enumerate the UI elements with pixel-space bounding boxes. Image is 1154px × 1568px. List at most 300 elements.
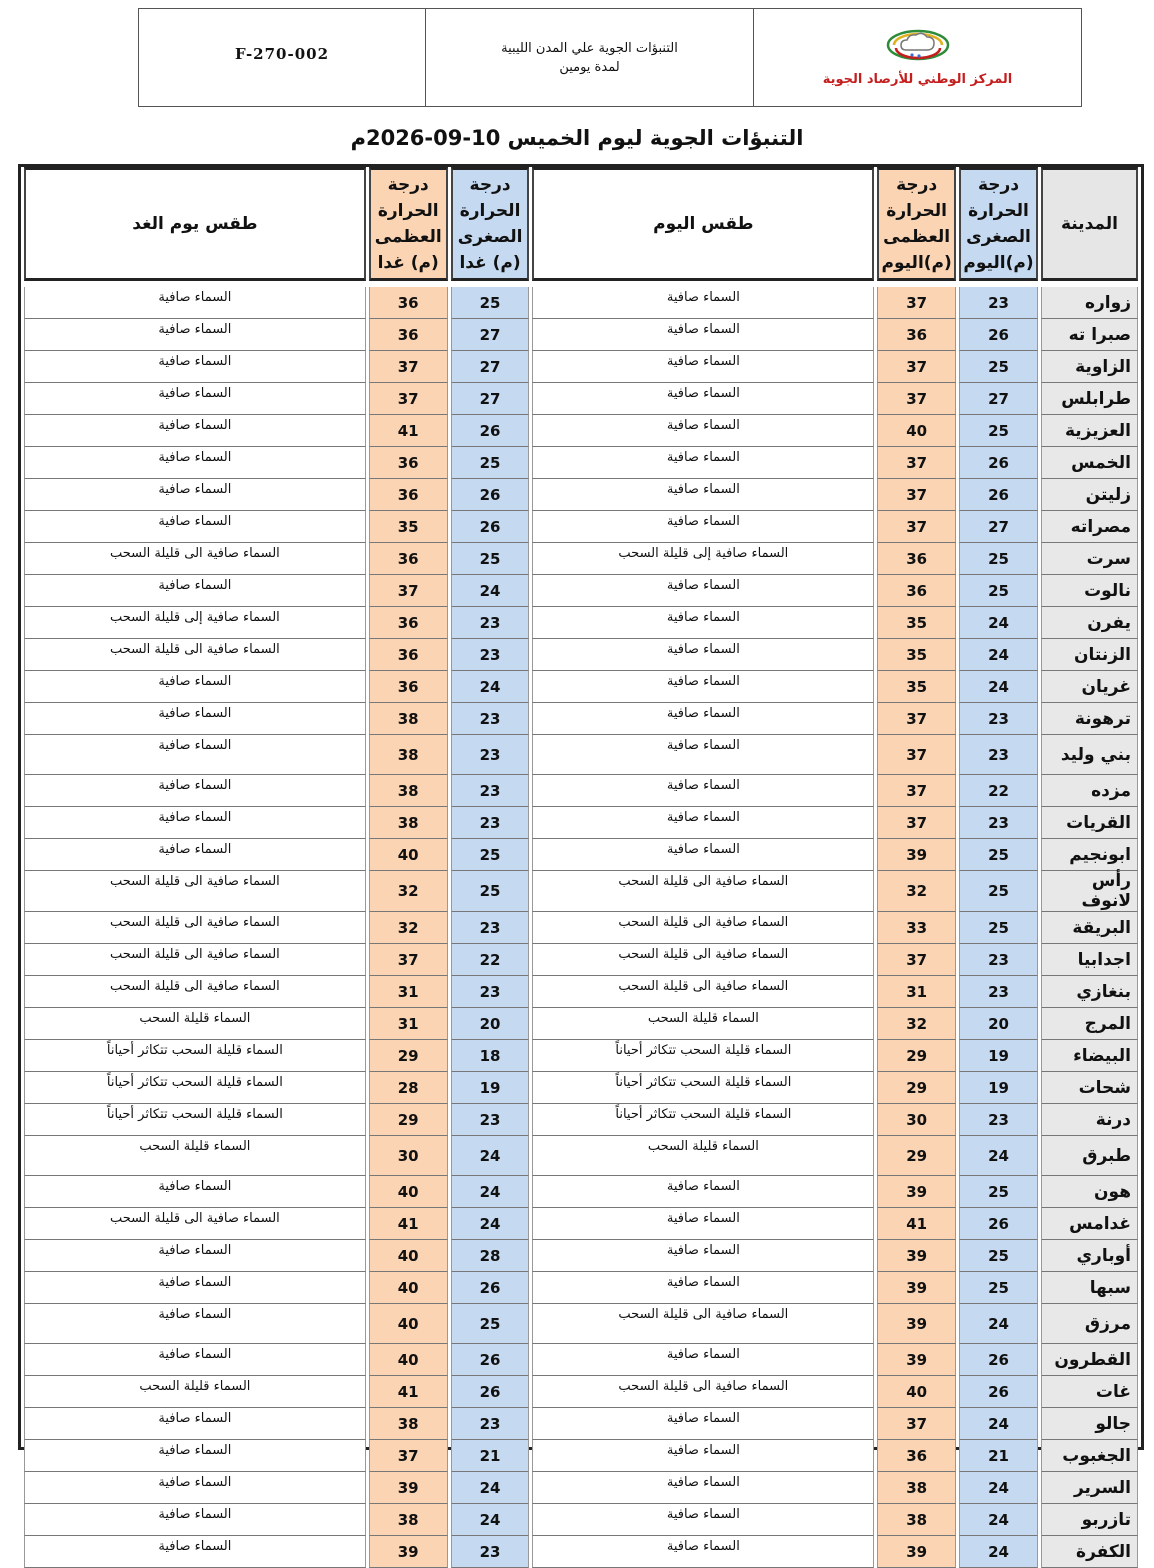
tmax-tomorrow-cell: 36: [369, 447, 448, 479]
table-row: [24, 1408, 1138, 1440]
wx-today-cell: السماء صافية: [532, 1208, 874, 1240]
table-row: [24, 575, 1138, 607]
tmin-today-cell: 25: [959, 1272, 1038, 1304]
tmax-today-cell: 37: [877, 735, 956, 775]
tmin-today-cell: 23: [959, 287, 1038, 319]
header-tmin-today-l2: الحرارة: [968, 201, 1029, 221]
wx-tomorrow-cell: السماء صافية: [24, 447, 366, 479]
tmax-tomorrow-cell: 40: [369, 1344, 448, 1376]
tmin-today-cell: 21: [959, 1440, 1038, 1472]
city-name-cell: غات: [1041, 1376, 1138, 1408]
wx-today-cell: السماء صافية: [532, 671, 874, 703]
tmax-tomorrow-cell: 38: [369, 1408, 448, 1440]
city-name-cell: بني وليد: [1041, 735, 1138, 775]
tmax-tomorrow-cell: 38: [369, 1504, 448, 1536]
tmax-today-cell: 37: [877, 703, 956, 735]
header-tmin-today: [959, 167, 1038, 281]
table-row: [24, 1272, 1138, 1304]
tmin-today-cell: 24: [959, 1472, 1038, 1504]
wx-tomorrow-cell: السماء صافية: [24, 839, 366, 871]
wx-today-cell: السماء صافية: [532, 575, 874, 607]
wx-today-cell: السماء قليلة السحب تتكاثر أحياناً: [532, 1040, 874, 1072]
tmax-tomorrow-cell: 32: [369, 912, 448, 944]
tmax-tomorrow-cell: 32: [369, 871, 448, 912]
tmin-tomorrow-cell: 27: [451, 319, 530, 351]
tmax-tomorrow-cell: 36: [369, 319, 448, 351]
organization-name: المركز الوطني للأرصاد الجوية: [822, 72, 1013, 87]
tmin-tomorrow-cell: 23: [451, 1408, 530, 1440]
wx-today-cell: السماء صافية: [532, 1504, 874, 1536]
tmin-tomorrow-cell: 27: [451, 351, 530, 383]
wx-tomorrow-cell: السماء صافية: [24, 703, 366, 735]
wx-tomorrow-cell: السماء صافية: [24, 319, 366, 351]
tmin-tomorrow-cell: 24: [451, 671, 530, 703]
tmin-tomorrow-cell: 23: [451, 807, 530, 839]
city-name-cell: يفرن: [1041, 607, 1138, 639]
tmin-tomorrow-cell: 26: [451, 1376, 530, 1408]
wx-today-cell: السماء صافية: [532, 479, 874, 511]
wx-tomorrow-cell: السماء قليلة السحب: [24, 1008, 366, 1040]
city-name-cell: تازربو: [1041, 1504, 1138, 1536]
wx-tomorrow-cell: السماء صافية الى قليلة السحب: [24, 639, 366, 671]
wx-tomorrow-cell: السماء صافية: [24, 1504, 366, 1536]
wx-today-cell: السماء صافية: [532, 1472, 874, 1504]
tmin-tomorrow-cell: 24: [451, 1176, 530, 1208]
tmin-today-cell: 27: [959, 511, 1038, 543]
tmax-today-cell: 29: [877, 1072, 956, 1104]
table-row: [24, 1504, 1138, 1536]
tmax-today-cell: 37: [877, 447, 956, 479]
tmax-tomorrow-cell: 37: [369, 383, 448, 415]
wx-tomorrow-cell: السماء صافية: [24, 735, 366, 775]
wx-tomorrow-cell: السماء صافية: [24, 1272, 366, 1304]
table-row: [24, 543, 1138, 575]
tmax-tomorrow-cell: 36: [369, 639, 448, 671]
tmax-today-cell: 36: [877, 575, 956, 607]
tmax-tomorrow-cell: 40: [369, 1240, 448, 1272]
table-row: [24, 479, 1138, 511]
tmin-tomorrow-cell: 23: [451, 775, 530, 807]
wx-tomorrow-cell: السماء صافية الى قليلة السحب: [24, 976, 366, 1008]
tmax-today-cell: 35: [877, 639, 956, 671]
table-row: [24, 976, 1138, 1008]
table-row: [24, 383, 1138, 415]
tmin-today-cell: 25: [959, 1176, 1038, 1208]
table-row: [24, 319, 1138, 351]
tmin-today-cell: 25: [959, 839, 1038, 871]
wx-today-cell: السماء صافية الى قليلة السحب: [532, 871, 874, 912]
tmin-today-cell: 24: [959, 1504, 1038, 1536]
tmax-today-cell: 32: [877, 1008, 956, 1040]
tmax-today-cell: 29: [877, 1136, 956, 1176]
tmax-tomorrow-cell: 40: [369, 1176, 448, 1208]
tmin-today-cell: 27: [959, 383, 1038, 415]
tmin-today-cell: 25: [959, 1240, 1038, 1272]
tmax-today-cell: 37: [877, 479, 956, 511]
tmax-today-cell: 39: [877, 1176, 956, 1208]
header-tmin-today-l3: الصغرى: [966, 227, 1031, 247]
tmax-tomorrow-cell: 30: [369, 1136, 448, 1176]
wx-tomorrow-cell: السماء قليلة السحب تتكاثر أحياناً: [24, 1104, 366, 1136]
tmax-tomorrow-cell: 38: [369, 807, 448, 839]
city-name-cell: القطرون: [1041, 1344, 1138, 1376]
city-name-cell: بنغازي: [1041, 976, 1138, 1008]
wx-tomorrow-cell: السماء قليلة السحب تتكاثر أحياناً: [24, 1072, 366, 1104]
tmax-today-cell: 37: [877, 944, 956, 976]
wx-tomorrow-cell: السماء صافية: [24, 383, 366, 415]
table-row: [24, 1176, 1138, 1208]
city-name-cell: البيضاء: [1041, 1040, 1138, 1072]
tmax-tomorrow-cell: 41: [369, 1208, 448, 1240]
header-title-line1: التنبؤات الجوية علي المدن الليبية: [501, 40, 678, 56]
tmin-today-cell: 25: [959, 351, 1038, 383]
tmin-today-cell: 24: [959, 1304, 1038, 1344]
wx-tomorrow-cell: السماء صافية: [24, 1344, 366, 1376]
wx-today-cell: السماء صافية: [532, 1408, 874, 1440]
wx-tomorrow-cell: السماء صافية الى قليلة السحب: [24, 944, 366, 976]
wx-today-cell: السماء صافية الى قليلة السحب: [532, 912, 874, 944]
wx-today-cell: السماء صافية: [532, 1240, 874, 1272]
table-row: [24, 1136, 1138, 1176]
wx-tomorrow-cell: السماء صافية: [24, 1304, 366, 1344]
tmin-today-cell: 25: [959, 871, 1038, 912]
wx-today-cell: السماء صافية: [532, 607, 874, 639]
tmax-today-cell: 36: [877, 543, 956, 575]
table-row: [24, 1208, 1138, 1240]
tmin-tomorrow-cell: 19: [451, 1072, 530, 1104]
table-row: [24, 1304, 1138, 1344]
tmin-today-cell: 23: [959, 1104, 1038, 1136]
tmax-tomorrow-cell: 37: [369, 944, 448, 976]
city-name-cell: شحات: [1041, 1072, 1138, 1104]
tmax-today-cell: 37: [877, 511, 956, 543]
header-tmax-today-l1: درجة: [896, 175, 938, 195]
tmax-today-cell: 39: [877, 1304, 956, 1344]
wx-today-cell: السماء صافية الى قليلة السحب: [532, 1304, 874, 1344]
wx-today-cell: السماء صافية إلى قليلة السحب: [532, 543, 874, 575]
city-name-cell: القريات: [1041, 807, 1138, 839]
tmin-tomorrow-cell: 20: [451, 1008, 530, 1040]
tmax-today-cell: 38: [877, 1504, 956, 1536]
header-tmax-tomorrow-l1: درجة: [387, 175, 429, 195]
tmax-today-cell: 38: [877, 1472, 956, 1504]
tmin-tomorrow-cell: 23: [451, 703, 530, 735]
tmax-tomorrow-cell: 39: [369, 1472, 448, 1504]
city-name-cell: أوباري: [1041, 1240, 1138, 1272]
tmin-tomorrow-cell: 25: [451, 287, 530, 319]
tmin-today-cell: 26: [959, 319, 1038, 351]
table-row: [24, 775, 1138, 807]
tmax-tomorrow-cell: 36: [369, 543, 448, 575]
wx-today-cell: السماء صافية: [532, 735, 874, 775]
header-tmax-today: [877, 167, 956, 281]
wx-tomorrow-cell: السماء صافية الى قليلة السحب: [24, 543, 366, 575]
tmin-tomorrow-cell: 25: [451, 1304, 530, 1344]
tmax-tomorrow-cell: 31: [369, 1008, 448, 1040]
tmax-tomorrow-cell: 41: [369, 415, 448, 447]
city-name-cell: صبرا ته: [1041, 319, 1138, 351]
table-row: [24, 1240, 1138, 1272]
tmax-today-cell: 41: [877, 1208, 956, 1240]
tmin-today-cell: 23: [959, 976, 1038, 1008]
city-name-cell: مرزق: [1041, 1304, 1138, 1344]
wx-today-cell: السماء صافية: [532, 415, 874, 447]
page-title: التنبؤات الجوية ليوم الخميس 10-09-2026م: [350, 126, 804, 150]
header-tmin-tomorrow-l2: الحرارة: [459, 201, 521, 221]
header-tmax-today-l4: (م)اليوم: [881, 253, 952, 273]
table-row: [24, 415, 1138, 447]
city-name-cell: غريان: [1041, 671, 1138, 703]
tmax-today-cell: 36: [877, 1440, 956, 1472]
tmax-tomorrow-cell: 38: [369, 703, 448, 735]
tmin-today-cell: 26: [959, 1344, 1038, 1376]
table-row: [24, 1536, 1138, 1568]
city-name-cell: المرج: [1041, 1008, 1138, 1040]
wx-tomorrow-cell: السماء قليلة السحب: [24, 1376, 366, 1408]
tmin-today-cell: 19: [959, 1072, 1038, 1104]
city-name-cell: زواره: [1041, 287, 1138, 319]
tmax-today-cell: 37: [877, 775, 956, 807]
tmax-today-cell: 39: [877, 1536, 956, 1568]
header-title: [426, 9, 754, 106]
table-row: [24, 839, 1138, 871]
tmax-tomorrow-cell: 39: [369, 1536, 448, 1568]
wx-tomorrow-cell: السماء قليلة السحب تتكاثر أحياناً: [24, 1040, 366, 1072]
wx-today-cell: السماء صافية: [532, 447, 874, 479]
city-name-cell: طبرق: [1041, 1136, 1138, 1176]
wx-today-cell: السماء صافية الى قليلة السحب: [532, 1376, 874, 1408]
wx-today-cell: السماء صافية: [532, 287, 874, 319]
tmax-today-cell: 39: [877, 1240, 956, 1272]
city-name-cell: زليتن: [1041, 479, 1138, 511]
tmax-today-cell: 37: [877, 351, 956, 383]
tmax-today-cell: 37: [877, 287, 956, 319]
tmin-tomorrow-cell: 25: [451, 543, 530, 575]
tmax-tomorrow-cell: 41: [369, 1376, 448, 1408]
wx-today-cell: السماء صافية الى قليلة السحب: [532, 976, 874, 1008]
wx-tomorrow-cell: السماء صافية: [24, 415, 366, 447]
wx-today-cell: السماء صافية: [532, 839, 874, 871]
city-name-cell: البريقة: [1041, 912, 1138, 944]
table-row: [24, 807, 1138, 839]
header-tmin-tomorrow-l1: درجة: [469, 175, 511, 195]
tmin-tomorrow-cell: 26: [451, 415, 530, 447]
tmin-tomorrow-cell: 24: [451, 1208, 530, 1240]
city-name-cell: هون: [1041, 1176, 1138, 1208]
city-name-cell: الزنتان: [1041, 639, 1138, 671]
tmin-tomorrow-cell: 23: [451, 976, 530, 1008]
header-city: المدينة: [1041, 167, 1138, 281]
wx-tomorrow-cell: السماء صافية: [24, 775, 366, 807]
organization-block: [754, 9, 1081, 106]
tmax-tomorrow-cell: 28: [369, 1072, 448, 1104]
table-row: [24, 1104, 1138, 1136]
table-row: [24, 1008, 1138, 1040]
city-name-cell: غدامس: [1041, 1208, 1138, 1240]
table-row: [24, 1072, 1138, 1104]
tmin-today-cell: 26: [959, 1208, 1038, 1240]
tmin-today-cell: 23: [959, 703, 1038, 735]
tmax-today-cell: 29: [877, 1040, 956, 1072]
tmin-tomorrow-cell: 23: [451, 639, 530, 671]
tmin-today-cell: 26: [959, 447, 1038, 479]
city-name-cell: الجغبوب: [1041, 1440, 1138, 1472]
wx-today-cell: السماء صافية: [532, 383, 874, 415]
tmax-tomorrow-cell: 37: [369, 351, 448, 383]
wx-today-cell: السماء صافية: [532, 1440, 874, 1472]
tmax-today-cell: 39: [877, 1344, 956, 1376]
table-row: [24, 1472, 1138, 1504]
header-tmax-tomorrow-l4: (م) غدا: [377, 253, 439, 273]
tmax-tomorrow-cell: 38: [369, 735, 448, 775]
wx-today-cell: السماء قليلة السحب تتكاثر أحياناً: [532, 1104, 874, 1136]
tmax-today-cell: 39: [877, 1272, 956, 1304]
tmax-tomorrow-cell: 40: [369, 1272, 448, 1304]
table-row: [24, 671, 1138, 703]
wx-tomorrow-cell: السماء صافية: [24, 1240, 366, 1272]
tmax-tomorrow-cell: 40: [369, 1304, 448, 1344]
tmax-today-cell: 35: [877, 671, 956, 703]
cloud-logo-icon: [886, 28, 950, 62]
tmin-tomorrow-cell: 23: [451, 607, 530, 639]
wx-today-cell: السماء قليلة السحب تتكاثر أحياناً: [532, 1072, 874, 1104]
tmin-tomorrow-cell: 26: [451, 1272, 530, 1304]
city-name-cell: طرابلس: [1041, 383, 1138, 415]
tmax-today-cell: 36: [877, 319, 956, 351]
wx-today-cell: السماء صافية: [532, 511, 874, 543]
header-title-line2: لمدة يومين: [559, 59, 620, 75]
table-row: [24, 447, 1138, 479]
tmax-today-cell: 39: [877, 839, 956, 871]
tmin-tomorrow-cell: 27: [451, 383, 530, 415]
wx-today-cell: السماء صافية: [532, 807, 874, 839]
city-name-cell: مزده: [1041, 775, 1138, 807]
tmin-tomorrow-cell: 25: [451, 839, 530, 871]
tmin-tomorrow-cell: 24: [451, 1472, 530, 1504]
city-name-cell: رأس لانوف: [1041, 871, 1138, 912]
tmax-today-cell: 37: [877, 1408, 956, 1440]
tmin-tomorrow-cell: 23: [451, 1536, 530, 1568]
wx-tomorrow-cell: السماء صافية: [24, 479, 366, 511]
city-name-cell: الكفرة: [1041, 1536, 1138, 1568]
forecast-table-frame: [18, 164, 1144, 1562]
header-tmin-today-l4: (م)اليوم: [963, 253, 1034, 273]
tmin-today-cell: 25: [959, 575, 1038, 607]
tmax-tomorrow-cell: 37: [369, 1440, 448, 1472]
tmin-tomorrow-cell: 21: [451, 1440, 530, 1472]
tmin-tomorrow-cell: 26: [451, 479, 530, 511]
city-name-cell: العزيزية: [1041, 415, 1138, 447]
wx-tomorrow-cell: السماء صافية إلى قليلة السحب: [24, 607, 366, 639]
table-row: [24, 912, 1138, 944]
header-tmax-tomorrow-l3: العظمى: [374, 227, 442, 247]
wx-tomorrow-cell: السماء صافية: [24, 671, 366, 703]
wx-today-cell: السماء صافية: [532, 775, 874, 807]
wx-tomorrow-cell: السماء صافية: [24, 1472, 366, 1504]
tmax-tomorrow-cell: 40: [369, 839, 448, 871]
tmax-today-cell: 32: [877, 871, 956, 912]
wx-tomorrow-cell: السماء صافية: [24, 575, 366, 607]
wx-tomorrow-cell: السماء صافية: [24, 511, 366, 543]
tmin-tomorrow-cell: 18: [451, 1040, 530, 1072]
tmin-today-cell: 26: [959, 479, 1038, 511]
tmax-tomorrow-cell: 29: [369, 1040, 448, 1072]
wx-today-cell: السماء صافية: [532, 1344, 874, 1376]
tmin-tomorrow-cell: 26: [451, 511, 530, 543]
tmin-today-cell: 24: [959, 607, 1038, 639]
tmax-today-cell: 31: [877, 976, 956, 1008]
tmin-tomorrow-cell: 25: [451, 871, 530, 912]
tmin-tomorrow-cell: 26: [451, 1344, 530, 1376]
tmax-today-cell: 40: [877, 415, 956, 447]
header-tmin-tomorrow-l3: الصغرى: [457, 227, 523, 247]
tmin-today-cell: 23: [959, 735, 1038, 775]
tmin-today-cell: 25: [959, 543, 1038, 575]
wx-tomorrow-cell: السماء صافية الى قليلة السحب: [24, 912, 366, 944]
wx-tomorrow-cell: السماء صافية الى قليلة السحب: [24, 871, 366, 912]
wx-today-cell: السماء صافية الى قليلة السحب: [532, 944, 874, 976]
tmin-tomorrow-cell: 23: [451, 1104, 530, 1136]
tmin-tomorrow-cell: 23: [451, 912, 530, 944]
tmin-tomorrow-cell: 24: [451, 575, 530, 607]
header-wx-tomorrow: طقس يوم الغد: [24, 167, 366, 281]
tmax-tomorrow-cell: 36: [369, 671, 448, 703]
table-row: [24, 1344, 1138, 1376]
tmax-tomorrow-cell: 31: [369, 976, 448, 1008]
tmin-today-cell: 26: [959, 1376, 1038, 1408]
city-name-cell: ترهونة: [1041, 703, 1138, 735]
table-row: [24, 735, 1138, 775]
tmin-today-cell: 25: [959, 415, 1038, 447]
tmax-tomorrow-cell: 36: [369, 287, 448, 319]
wx-today-cell: السماء صافية: [532, 1536, 874, 1568]
tmax-tomorrow-cell: 36: [369, 607, 448, 639]
table-row: [24, 511, 1138, 543]
header-tmin-tomorrow: [451, 167, 530, 281]
header-tmax-today-l3: العظمى: [883, 227, 951, 247]
city-name-cell: سبها: [1041, 1272, 1138, 1304]
tmax-today-cell: 40: [877, 1376, 956, 1408]
table-row: [24, 944, 1138, 976]
header-tmax-tomorrow: [369, 167, 448, 281]
wx-tomorrow-cell: السماء صافية: [24, 807, 366, 839]
tmax-tomorrow-cell: 38: [369, 775, 448, 807]
wx-today-cell: السماء قليلة السحب: [532, 1136, 874, 1176]
document-header: [138, 8, 1082, 107]
tmax-tomorrow-cell: 37: [369, 575, 448, 607]
tmin-tomorrow-cell: 28: [451, 1240, 530, 1272]
tmax-today-cell: 33: [877, 912, 956, 944]
city-name-cell: جالو: [1041, 1408, 1138, 1440]
tmax-today-cell: 37: [877, 807, 956, 839]
tmin-tomorrow-cell: 22: [451, 944, 530, 976]
tmax-tomorrow-cell: 29: [369, 1104, 448, 1136]
wx-tomorrow-cell: السماء صافية: [24, 1408, 366, 1440]
tmax-today-cell: 37: [877, 383, 956, 415]
tmax-today-cell: 30: [877, 1104, 956, 1136]
wx-today-cell: السماء صافية: [532, 1272, 874, 1304]
wx-tomorrow-cell: السماء صافية: [24, 1176, 366, 1208]
tmax-today-cell: 35: [877, 607, 956, 639]
tmin-today-cell: 24: [959, 639, 1038, 671]
wx-tomorrow-cell: السماء صافية: [24, 1536, 366, 1568]
tmax-tomorrow-cell: 36: [369, 479, 448, 511]
header-tmin-tomorrow-l4: (م) غدا: [459, 253, 521, 273]
tmin-today-cell: 19: [959, 1040, 1038, 1072]
tmin-today-cell: 22: [959, 775, 1038, 807]
city-name-cell: ابونجيم: [1041, 839, 1138, 871]
table-row: [24, 1376, 1138, 1408]
